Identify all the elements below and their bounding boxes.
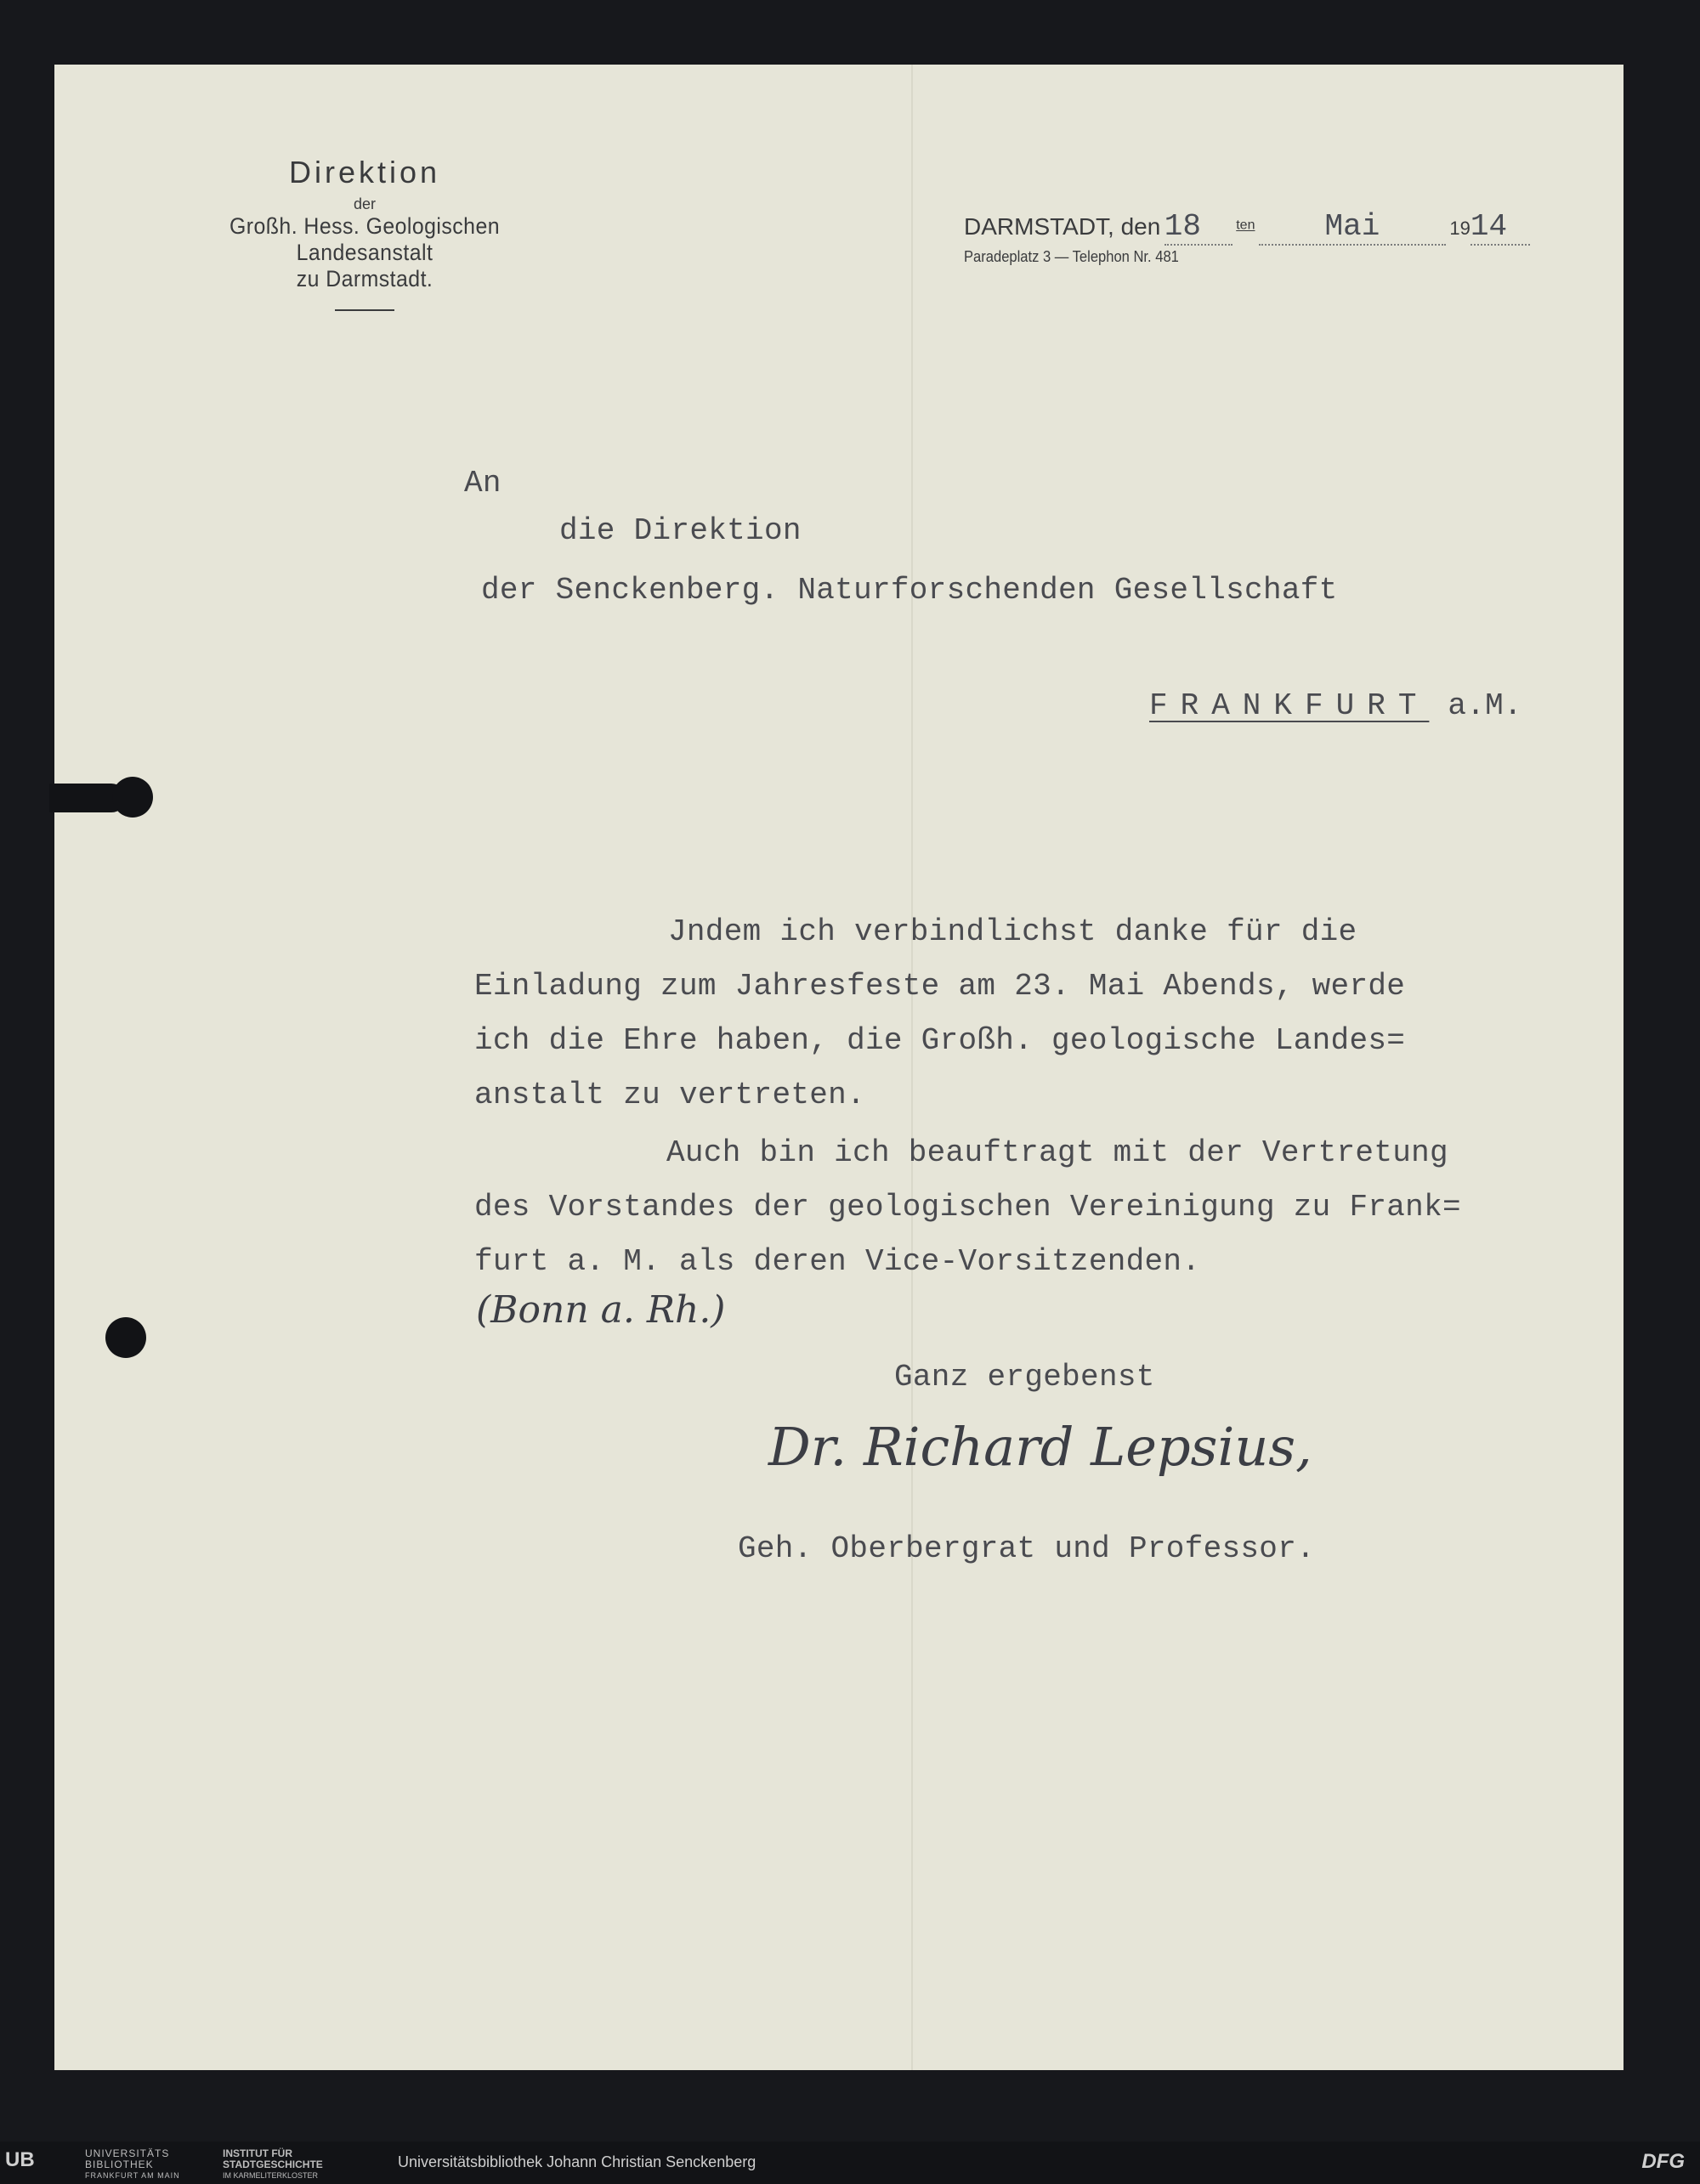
recipient-an: An	[464, 466, 502, 501]
letterhead-city: zu Darmstadt.	[296, 266, 434, 291]
body-p2-line1: Auch bin ich beauftragt mit der Vertretung	[666, 1135, 1448, 1170]
recipient-city-suffix: a.M.	[1448, 688, 1522, 723]
inst-line1: INSTITUT FÜR	[223, 2147, 292, 2159]
closing-greeting: Ganz ergebenst	[894, 1360, 1155, 1395]
signature: Dr. Richard Lepsius,	[768, 1416, 1312, 1478]
letterhead-address: Paradeplatz 3 — Telephon Nr. 481	[964, 248, 1179, 265]
punch-hole-bottom	[105, 1317, 146, 1358]
date-year: 14	[1470, 209, 1530, 246]
recipient-line1: die Direktion	[559, 513, 802, 548]
letterhead-rule	[335, 309, 394, 311]
date-day: 18	[1164, 209, 1232, 246]
library-name: Universitätsbibliothek Johann Christian Senckenberg	[398, 2153, 756, 2170]
punch-hole-top	[112, 777, 153, 818]
recipient-line2: der Senckenberg. Naturforschenden Gesellschaft	[481, 573, 1338, 608]
archive-footer	[0, 2142, 1700, 2184]
closing-title: Geh. Oberbergrat und Professor.	[738, 1531, 1316, 1566]
body-p1-line1: Jndem ich verbindlichst danke für die	[668, 914, 1357, 949]
body-p2-line2: des Vorstandes der geologischen Vereinigung zu Frank=	[474, 1190, 1461, 1225]
body-p1-line2: Einladung zum Jahresfeste am 23. Mai Abends, werde	[474, 969, 1406, 1004]
body-p2-line3: furt a. M. als deren Vice-Vorsitzenden.	[474, 1244, 1201, 1279]
fold-line	[911, 65, 913, 2070]
ub-logo: UB	[5, 2148, 35, 2171]
date-ten: ten	[1236, 218, 1255, 233]
letterhead	[182, 155, 547, 311]
institute-name	[223, 2148, 323, 2181]
letterhead-institution: Großh. Hess. Geologischen Landesanstalt	[229, 213, 501, 265]
date-place: DARMSTADT, den	[964, 213, 1161, 240]
body-p1-line4: anstalt zu vertreten.	[474, 1078, 865, 1112]
date-year-prefix: 19	[1449, 218, 1470, 239]
ub-line1: UNIVERSITÄTS	[85, 2147, 170, 2159]
ub-name	[85, 2148, 180, 2181]
inst-line3: IM KARMELITERKLOSTER	[223, 2171, 319, 2180]
recipient-city: FRANKFURT	[1149, 688, 1430, 723]
dateline	[964, 209, 1530, 246]
inst-line2: STADTGESCHICHTE	[223, 2159, 323, 2170]
handwritten-note: (Bonn a. Rh.)	[476, 1288, 726, 1332]
letterhead-title: Direktion	[288, 155, 441, 190]
letterhead-der: der	[353, 195, 376, 212]
date-month: Mai	[1259, 209, 1446, 246]
body-p1-line3: ich die Ehre haben, die Großh. geologische Landes=	[474, 1023, 1406, 1058]
ub-line2: BIBLIOTHEK	[85, 2159, 154, 2170]
ub-line3: FRANKFURT AM MAIN	[85, 2171, 180, 2180]
recipient-city-line	[1149, 688, 1522, 723]
letter-paper	[54, 65, 1624, 2070]
dfg-logo: DFG	[1641, 2150, 1685, 2173]
